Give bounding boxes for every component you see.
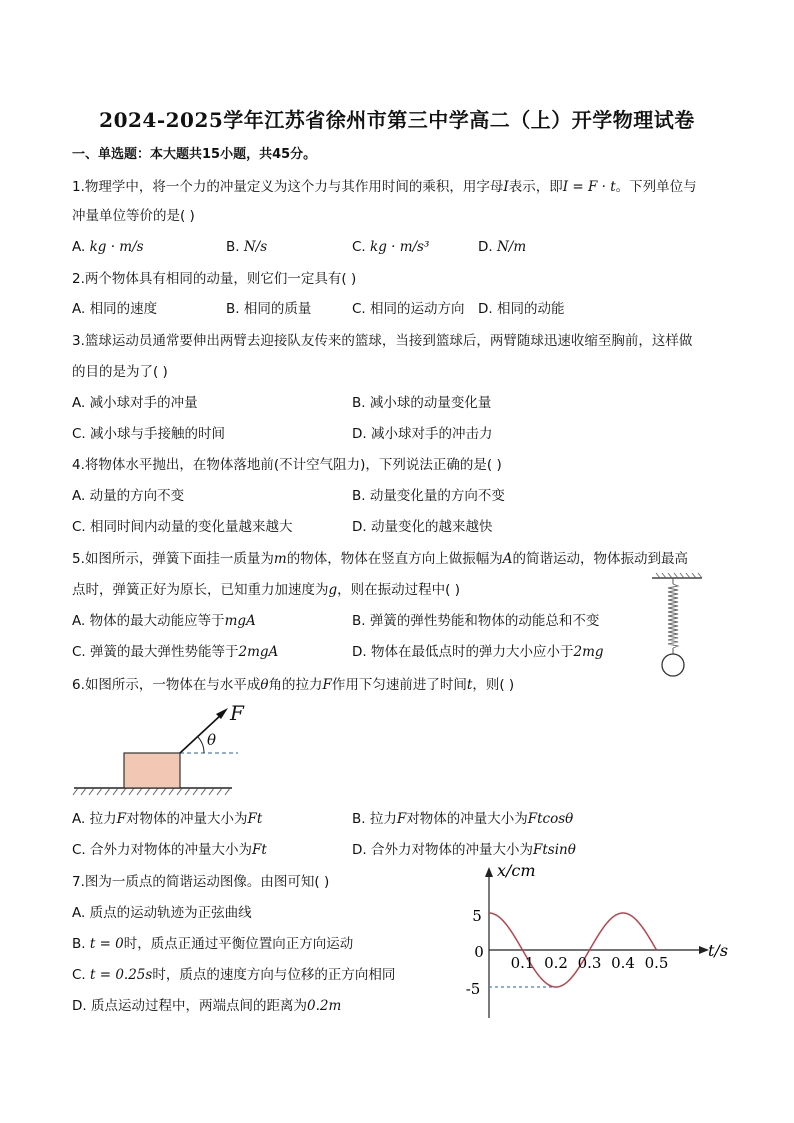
q1-option-d[interactable]	[478, 238, 526, 256]
option-value: N/m	[496, 239, 527, 255]
q6-stem	[72, 676, 514, 694]
q1-text-c: 。下列单位与	[615, 179, 697, 195]
angle-label: θ	[207, 731, 217, 749]
spring-figure	[648, 570, 706, 682]
x-tick-label: 0.4	[611, 954, 635, 972]
q5-text: 点时，弹簧正好为原长，已知重力加速度为	[72, 582, 329, 598]
option-text: A. 拉力	[72, 811, 117, 827]
q6-symbol-f: F	[322, 677, 332, 693]
option-math: F	[116, 811, 126, 827]
q5-option-b[interactable]: B. 弹簧的弹性势能和物体的动能总和不变	[352, 613, 600, 629]
section-heading: 一、单选题：本大题共15小题，共45分。	[72, 147, 317, 162]
q5-symbol-m: m	[273, 551, 287, 567]
q7-option-d[interactable]	[72, 997, 341, 1015]
option-letter: C.	[352, 239, 371, 255]
q1-option-b[interactable]	[226, 238, 267, 256]
force-label: F	[230, 701, 244, 725]
option-math: mgA	[224, 613, 256, 629]
option-text: 对物体的冲量大小为	[406, 811, 528, 827]
q6-text: 作用下匀速前进了时间	[331, 677, 467, 693]
q5-text: 的物体，物体在竖直方向上做振幅为	[286, 551, 503, 567]
q2-stem: 2.两个物体具有相同的动量，则它们一定具有( )	[72, 271, 357, 287]
q3-option-b[interactable]: B. 减小球的动量变化量	[352, 395, 492, 411]
q1-formula: I = F · t	[562, 179, 616, 195]
q3-stem-line1: 3.篮球运动员通常要伸出两臂去迎接队友传来的篮球，当接到篮球后，两臂随球迅速收缩至胸前，这样做	[72, 333, 693, 349]
q5-option-c[interactable]	[72, 643, 278, 661]
q7-option-b[interactable]	[72, 935, 353, 953]
option-math: F	[396, 811, 407, 827]
q5-option-a[interactable]	[72, 612, 256, 630]
option-math: Ftcosθ	[527, 811, 574, 827]
q1-text-b: 表示，即	[508, 179, 563, 195]
q6-symbol-theta: θ	[260, 677, 269, 693]
q5-text: ，则在振动过程中( )	[337, 582, 460, 598]
q5-text: 的简谐运动，物体振动到最高	[512, 551, 688, 567]
q3-stem-line2: 的目的是为了( )	[72, 364, 168, 380]
option-text: 时，质点的速度方向与位移的正方向相同	[152, 967, 396, 983]
option-math: 2mg	[573, 644, 604, 660]
x-tick-label: 0.3	[577, 954, 602, 972]
option-math: Ftsinθ	[532, 842, 576, 858]
option-text: 对物体的冲量大小为	[125, 811, 248, 827]
q5-symbol-a: A	[502, 551, 513, 567]
y-tick-neg5: -5	[465, 980, 481, 998]
q1-symbol-i: I	[503, 179, 509, 195]
y-axis-label: x/cm	[497, 861, 536, 880]
option-text: D. 合外力对物体的冲量大小为	[352, 842, 533, 858]
option-math: t = 0.25s	[90, 967, 153, 983]
q3-option-a[interactable]: A. 减小球对手的冲量	[72, 395, 198, 411]
q1-stem-line1	[72, 178, 697, 196]
q3-option-d[interactable]: D. 减小球对手的冲击力	[352, 426, 493, 442]
option-math: 2mgA	[238, 644, 279, 660]
ball	[662, 654, 684, 676]
q6-text: 角的拉力	[268, 677, 323, 693]
x-tick-labels	[511, 954, 669, 972]
q6-text: 6.如图所示，一物体在与水平成	[72, 677, 261, 693]
option-value: N/s	[243, 239, 268, 255]
q6-option-a[interactable]	[72, 810, 262, 828]
x-tick-label: 0.2	[544, 954, 568, 972]
q7-option-a[interactable]: A. 质点的运动轨迹为正弦曲线	[72, 905, 252, 921]
option-text: C. 弹簧的最大弹性势能等于	[72, 644, 239, 660]
q3-option-c[interactable]: C. 减小球与手接触的时间	[72, 426, 226, 442]
q4-stem: 4.将物体水平抛出，在物体落地前(不计空气阻力)，下列说法正确的是( )	[72, 457, 502, 473]
q6-option-b[interactable]	[352, 810, 573, 828]
q4-option-a[interactable]: A. 动量的方向不变	[72, 488, 185, 504]
option-text: C. 合外力对物体的冲量大小为	[72, 842, 253, 858]
x-tick-label: 0.1	[510, 954, 535, 972]
option-letter: A.	[72, 239, 90, 255]
option-math: Ft	[252, 842, 267, 858]
q1-option-a[interactable]	[72, 238, 144, 256]
q6-symbol-t: t	[466, 677, 473, 693]
option-letter: D.	[478, 239, 497, 255]
q5-text: 5.如图所示，弹簧下面挂一质量为	[72, 551, 274, 567]
q7-stem: 7.图为一质点的简谐运动图像。由图可知( )	[72, 874, 330, 890]
option-text: D. 质点运动过程中，两端点间的距离为	[72, 998, 307, 1014]
option-value: kg · m/s	[89, 239, 144, 255]
option-value: kg · m/s³	[370, 239, 430, 255]
q6-option-d[interactable]	[352, 841, 576, 859]
y-tick-0: 0	[474, 943, 484, 961]
option-text: B. 拉力	[352, 811, 397, 827]
option-text: A. 物体的最大动能应等于	[72, 613, 225, 629]
q6-option-c[interactable]	[72, 841, 267, 859]
x-axis-label: t/s	[708, 941, 729, 960]
q1-stem-line2: 冲量单位等价的是( )	[72, 208, 195, 224]
q4-option-c[interactable]: C. 相同时间内动量的变化量越来越大	[72, 519, 293, 535]
ground-hatch	[73, 788, 230, 795]
q5-stem-line2	[72, 581, 460, 599]
angle-arc	[197, 736, 204, 753]
q1-text-a: 1.物理学中，将一个力的冲量定义为这个力与其作用时间的乘积，用字母	[72, 179, 504, 195]
page-title: 2024-2025学年江苏省徐州市第三中学高二（上）开学物理试卷	[99, 108, 695, 132]
q2-option-c[interactable]: C. 相同的运动方向	[352, 301, 465, 317]
q2-option-b[interactable]: B. 相同的质量	[226, 301, 312, 317]
y-tick-5: 5	[472, 907, 482, 925]
q5-option-d[interactable]	[352, 643, 604, 661]
q5-symbol-g: g	[328, 582, 338, 598]
q4-option-d[interactable]: D. 动量变化的越来越快	[352, 519, 493, 535]
q7-option-c[interactable]	[72, 966, 395, 984]
spring-coils	[668, 584, 678, 648]
option-math: Ft	[247, 811, 263, 827]
option-math: 0.2m	[306, 998, 342, 1014]
q1-option-c[interactable]	[352, 238, 429, 256]
q5-stem-line1	[72, 550, 688, 568]
q2-option-d[interactable]: D. 相同的动能	[478, 301, 565, 317]
shm-graph	[465, 860, 735, 1025]
y-axis-arrow	[485, 867, 493, 877]
option-letter: B.	[226, 239, 244, 255]
block-force-figure	[70, 700, 250, 800]
x-tick-label: 0.5	[644, 954, 669, 972]
q2-option-a[interactable]: A. 相同的速度	[72, 301, 158, 317]
option-text: 时，质点正通过平衡位置向正方向运动	[123, 936, 354, 952]
option-math: t = 0	[89, 936, 124, 952]
q6-text: ，则( )	[472, 677, 515, 693]
block	[124, 753, 180, 788]
option-text: D. 物体在最低点时的弹力大小应小于	[352, 644, 574, 660]
q4-option-b[interactable]: B. 动量变化量的方向不变	[352, 488, 505, 504]
option-text: C.	[72, 967, 91, 983]
option-text: B.	[72, 936, 90, 952]
